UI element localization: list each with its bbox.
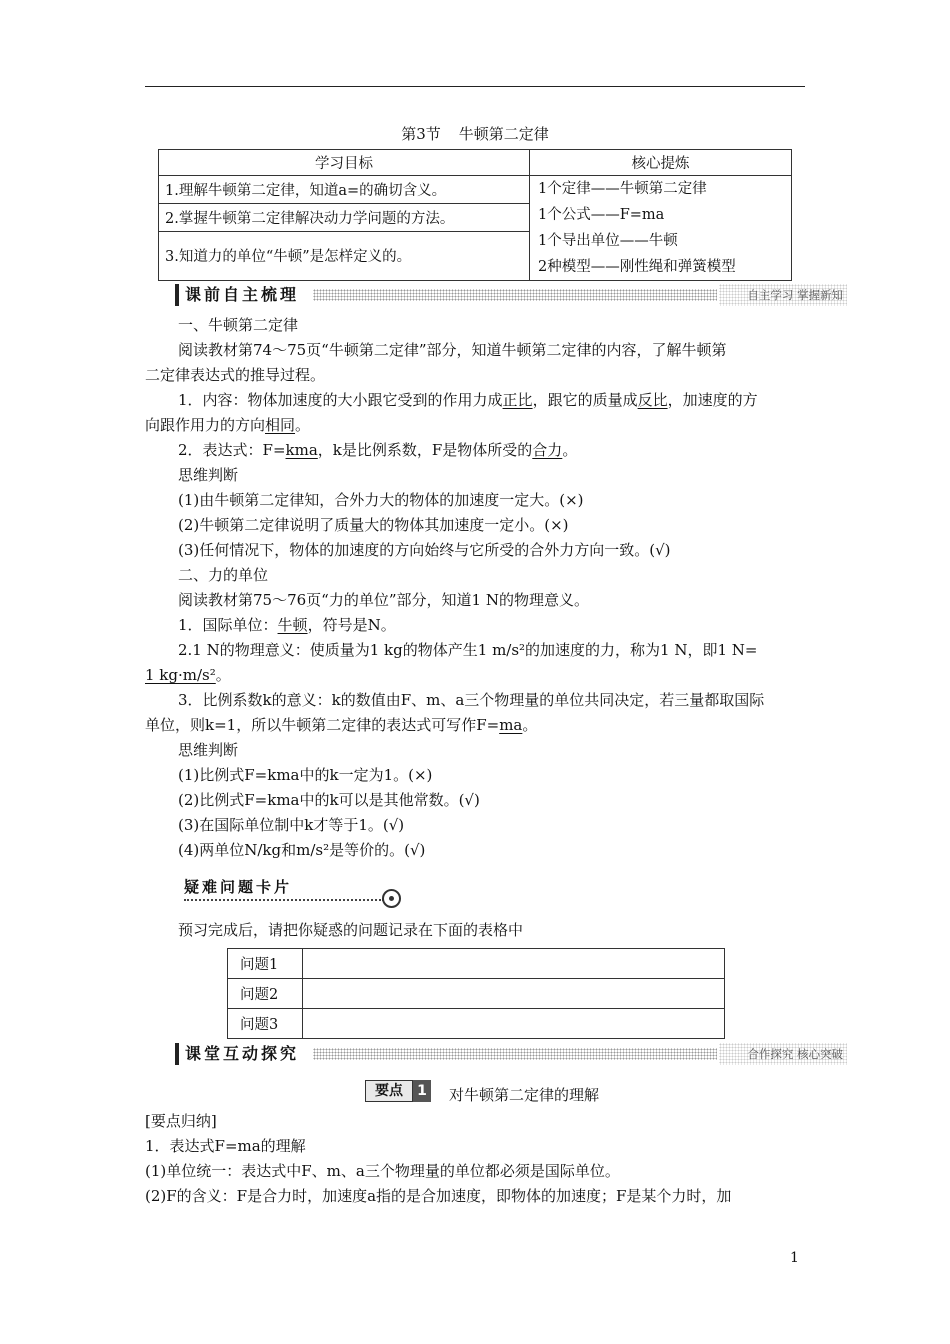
banner-subtitle: 自主学习 掌握新知 bbox=[719, 284, 847, 306]
page-number: 1 bbox=[790, 1250, 799, 1266]
question-card-header bbox=[180, 876, 420, 904]
page-title bbox=[0, 123, 950, 144]
newton-meaning-line: 2.1 N的物理意义：使质量为1 kg的物体产生1 m/s²的加速度的力，称为1 N，即1 N= bbox=[178, 641, 758, 659]
judgement-item: (1)由牛顿第二定律知，合外力大的物体的加速度一定大。(×) bbox=[178, 491, 584, 509]
content-definition-cont: 向跟作用力的方向相同。 bbox=[145, 416, 311, 434]
table-row bbox=[228, 979, 725, 1009]
coefficient-meaning-line: 3．比例系数k的意义：k的数值由F、m、a三个物理量的单位共同决定，若三量都取国际 bbox=[178, 691, 765, 709]
banner-title: 课堂互动探究 bbox=[185, 1044, 300, 1063]
objective-item: 3.知道力的单位“牛顿”是怎样定义的。 bbox=[159, 231, 530, 280]
judgement-title: 思维判断 bbox=[178, 741, 239, 759]
table-row bbox=[228, 949, 725, 979]
question-answer-cell[interactable] bbox=[303, 1009, 725, 1039]
core-item: 1个导出单位——牛顿 bbox=[538, 233, 678, 249]
reading-instruction-cont: 二定律表达式的推导过程。 bbox=[145, 366, 326, 384]
judgement-item: (2)比例式F=kma中的k可以是其他常数。(√) bbox=[178, 791, 480, 809]
keypoint-label: 要点 bbox=[365, 1080, 413, 1102]
circle-icon bbox=[382, 889, 401, 908]
content-definition: 1．内容：物体加速度的大小跟它受到的作用力成正比，跟它的质量成反比，加速度的方 bbox=[178, 391, 758, 409]
summary-line: 1．表达式F=ma的理解 bbox=[145, 1137, 306, 1155]
question-label: 问题1 bbox=[228, 949, 303, 979]
preview-instruction: 预习完成后，请把你疑惑的问题记录在下面的表格中 bbox=[178, 921, 524, 939]
core-list bbox=[530, 176, 792, 281]
expression-definition: 2．表达式：F=kma，k是比例系数，F是物体所受的合力。 bbox=[178, 441, 578, 459]
question-label: 问题2 bbox=[228, 979, 303, 1009]
objective-item: 2.掌握牛顿第二定律解决动力学问题的方法。 bbox=[159, 203, 530, 231]
objectives-table bbox=[158, 149, 792, 281]
keypoint-number: 1 bbox=[413, 1080, 431, 1102]
answer-blank: 正比 bbox=[502, 391, 533, 409]
judgement-item: (3)在国际单位制中k才等于1。(√) bbox=[178, 816, 405, 834]
judgement-item: (1)比例式F=kma中的k一定为1。(×) bbox=[178, 766, 433, 784]
answer-blank: 相同 bbox=[265, 416, 296, 434]
judgement-item: (2)牛顿第二定律说明了质量大的物体其加速度一定小。(×) bbox=[178, 516, 569, 534]
newton-meaning-cont: 1 kg·m/s²。 bbox=[145, 666, 231, 684]
card-title: 疑难问题卡片 bbox=[184, 878, 293, 896]
heading-force-unit: 二、力的单位 bbox=[178, 566, 269, 584]
core-item: 2种模型——刚性绳和弹簧模型 bbox=[538, 259, 736, 275]
summary-heading: [要点归纳] bbox=[145, 1112, 217, 1130]
questions-table bbox=[227, 948, 725, 1039]
heading-newton-second-law: 一、牛顿第二定律 bbox=[178, 316, 299, 334]
objective-item: 1.理解牛顿第二定律，知道a=的确切含义。 bbox=[159, 176, 530, 204]
header-rule bbox=[145, 86, 805, 87]
section-title: 牛顿第二定律 bbox=[458, 125, 549, 143]
question-label: 问题3 bbox=[228, 1009, 303, 1039]
si-unit-line: 1．国际单位：牛顿，符号是N。 bbox=[178, 616, 396, 634]
section-banner-classroom bbox=[175, 1043, 847, 1065]
core-header: 核心提炼 bbox=[530, 150, 792, 176]
answer-blank: 合力 bbox=[532, 441, 563, 459]
core-item: 1个公式——F=ma bbox=[538, 207, 665, 223]
answer-blank: ma bbox=[499, 716, 523, 734]
answer-blank: 牛顿 bbox=[277, 616, 308, 634]
keypoint-title: 对牛顿第二定律的理解 bbox=[449, 1086, 600, 1104]
core-item: 1个定律——牛顿第二定律 bbox=[538, 181, 707, 197]
question-answer-cell[interactable] bbox=[303, 949, 725, 979]
table-row bbox=[228, 1009, 725, 1039]
judgement-title: 思维判断 bbox=[178, 466, 239, 484]
reading-instruction: 阅读教材第75～76页“力的单位”部分，知道1 N的物理意义。 bbox=[178, 591, 589, 609]
reading-instruction: 阅读教材第74～75页“牛顿第二定律”部分，知道牛顿第二定律的内容，了解牛顿第 bbox=[178, 341, 727, 359]
section-banner-preview bbox=[175, 284, 847, 306]
section-number: 第3节 bbox=[401, 125, 441, 143]
question-answer-cell[interactable] bbox=[303, 979, 725, 1009]
answer-blank: kma bbox=[285, 441, 318, 459]
banner-title: 课前自主梳理 bbox=[185, 285, 300, 304]
answer-blank: 反比 bbox=[637, 391, 668, 409]
judgement-item: (4)两单位N/kg和m/s²是等价的。(√) bbox=[178, 841, 426, 859]
answer-blank: 1 kg·m/s² bbox=[145, 666, 216, 684]
coefficient-meaning-cont: 单位，则k=1，所以牛顿第二定律的表达式可写作F=ma。 bbox=[145, 716, 538, 734]
judgement-item: (3)任何情况下，物体的加速度的方向始终与它所受的合外力方向一致。(√) bbox=[178, 541, 671, 559]
objectives-header: 学习目标 bbox=[159, 150, 530, 176]
banner-subtitle: 合作探究 核心突破 bbox=[719, 1043, 847, 1065]
summary-line: (1)单位统一：表达式中F、m、a三个物理量的单位都必须是国际单位。 bbox=[145, 1162, 620, 1180]
summary-line: (2)F的含义：F是合力时，加速度a指的是合加速度，即物体的加速度；F是某个力时，加 bbox=[145, 1187, 732, 1205]
